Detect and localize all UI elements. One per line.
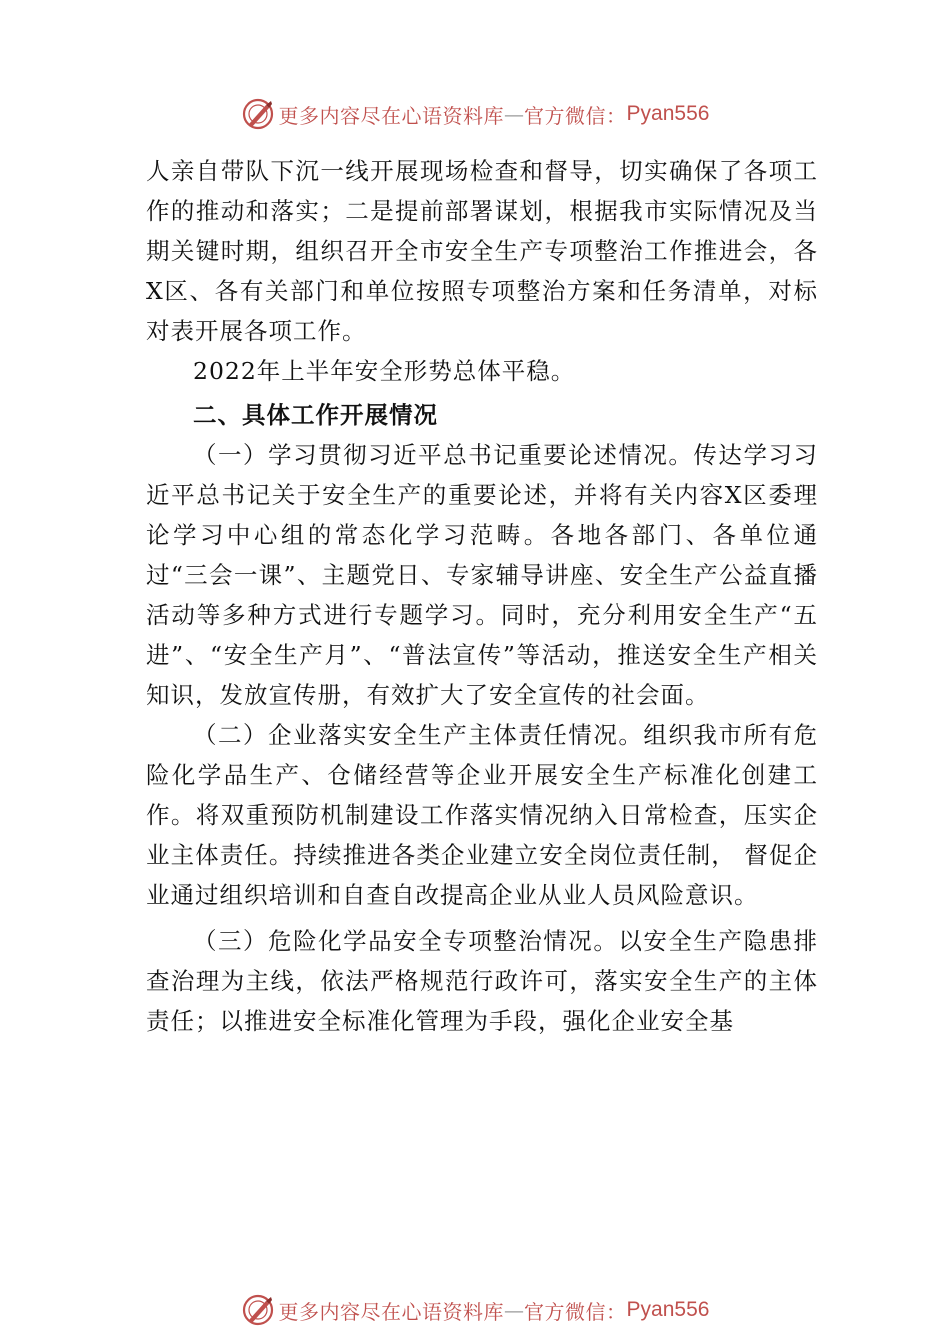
watermark-label: 官方微信： [524,1299,627,1324]
section-paragraph-2: （二）企业落实安全生产主体责任情况。组织我市所有危险化学品生产、仓储经营等企业开展安全生产标准化创建工作。将双重预防机制建设工作落实情况纳入日常检查，压实企业主体责任。持续推进各类企业建立安全岗位责任制， 督促企业通过组织培训和自查自改提高企业从业人员风险意识。 [146,721,818,909]
watermark-text: 更多内容尽在心语资料库 [278,103,505,128]
pen-seal-icon [241,1293,275,1327]
watermark-separator: — [504,102,525,126]
paragraph-continuation: 人亲自带队下沉一线开展现场检查和督导，切实确保了各项工作的推动和落实；二是提前部署谋划，根据我市实际情况及当期关键时期，组织召开全市安全生产专项整治工作推进会，各X区、各有关部门和单位按照专项整治方案和任务清单，对标对表开展各项工作。 [146,157,818,345]
watermark-separator: — [504,1298,525,1322]
watermark-label: 官方微信： [524,103,627,128]
document-body [146,151,818,1041]
header-watermark [0,96,950,132]
pen-seal-icon [241,97,275,131]
watermark-account: Pyan556 [626,1298,710,1321]
section-paragraph-3: （三）危险化学品安全专项整治情况。以安全生产隐患排查治理为主线，依法严格规范行政许可，落实安全生产的主体责任；以推进安全标准化管理为手段，强化企业安全基 [146,927,818,1035]
footer-watermark [0,1292,950,1328]
watermark-account: Pyan556 [626,102,710,125]
section-paragraph-1: （一）学习贯彻习近平总书记重要论述情况。传达学习习近平总书记关于安全生产的重要论述，并将有关内容X区委理论学习中心组的常态化学习范畴。各地各部门、各单位通过“三会一课”、主题党日、专家辅导讲座、安全生产公益直播活动等多种方式进行专题学习。同时，充分利用安全生产“五进”、“安全生产月”、“普法宣传”等活动，推送安全生产相关知识，发放宣传册，有效扩大了安全宣传的社会面。 [146,441,818,709]
paragraph-summary: 2022年上半年安全形势总体平稳。 [193,357,576,385]
section-heading: 二、具体工作开展情况 [193,401,438,429]
watermark-text: 更多内容尽在心语资料库 [278,1299,505,1324]
